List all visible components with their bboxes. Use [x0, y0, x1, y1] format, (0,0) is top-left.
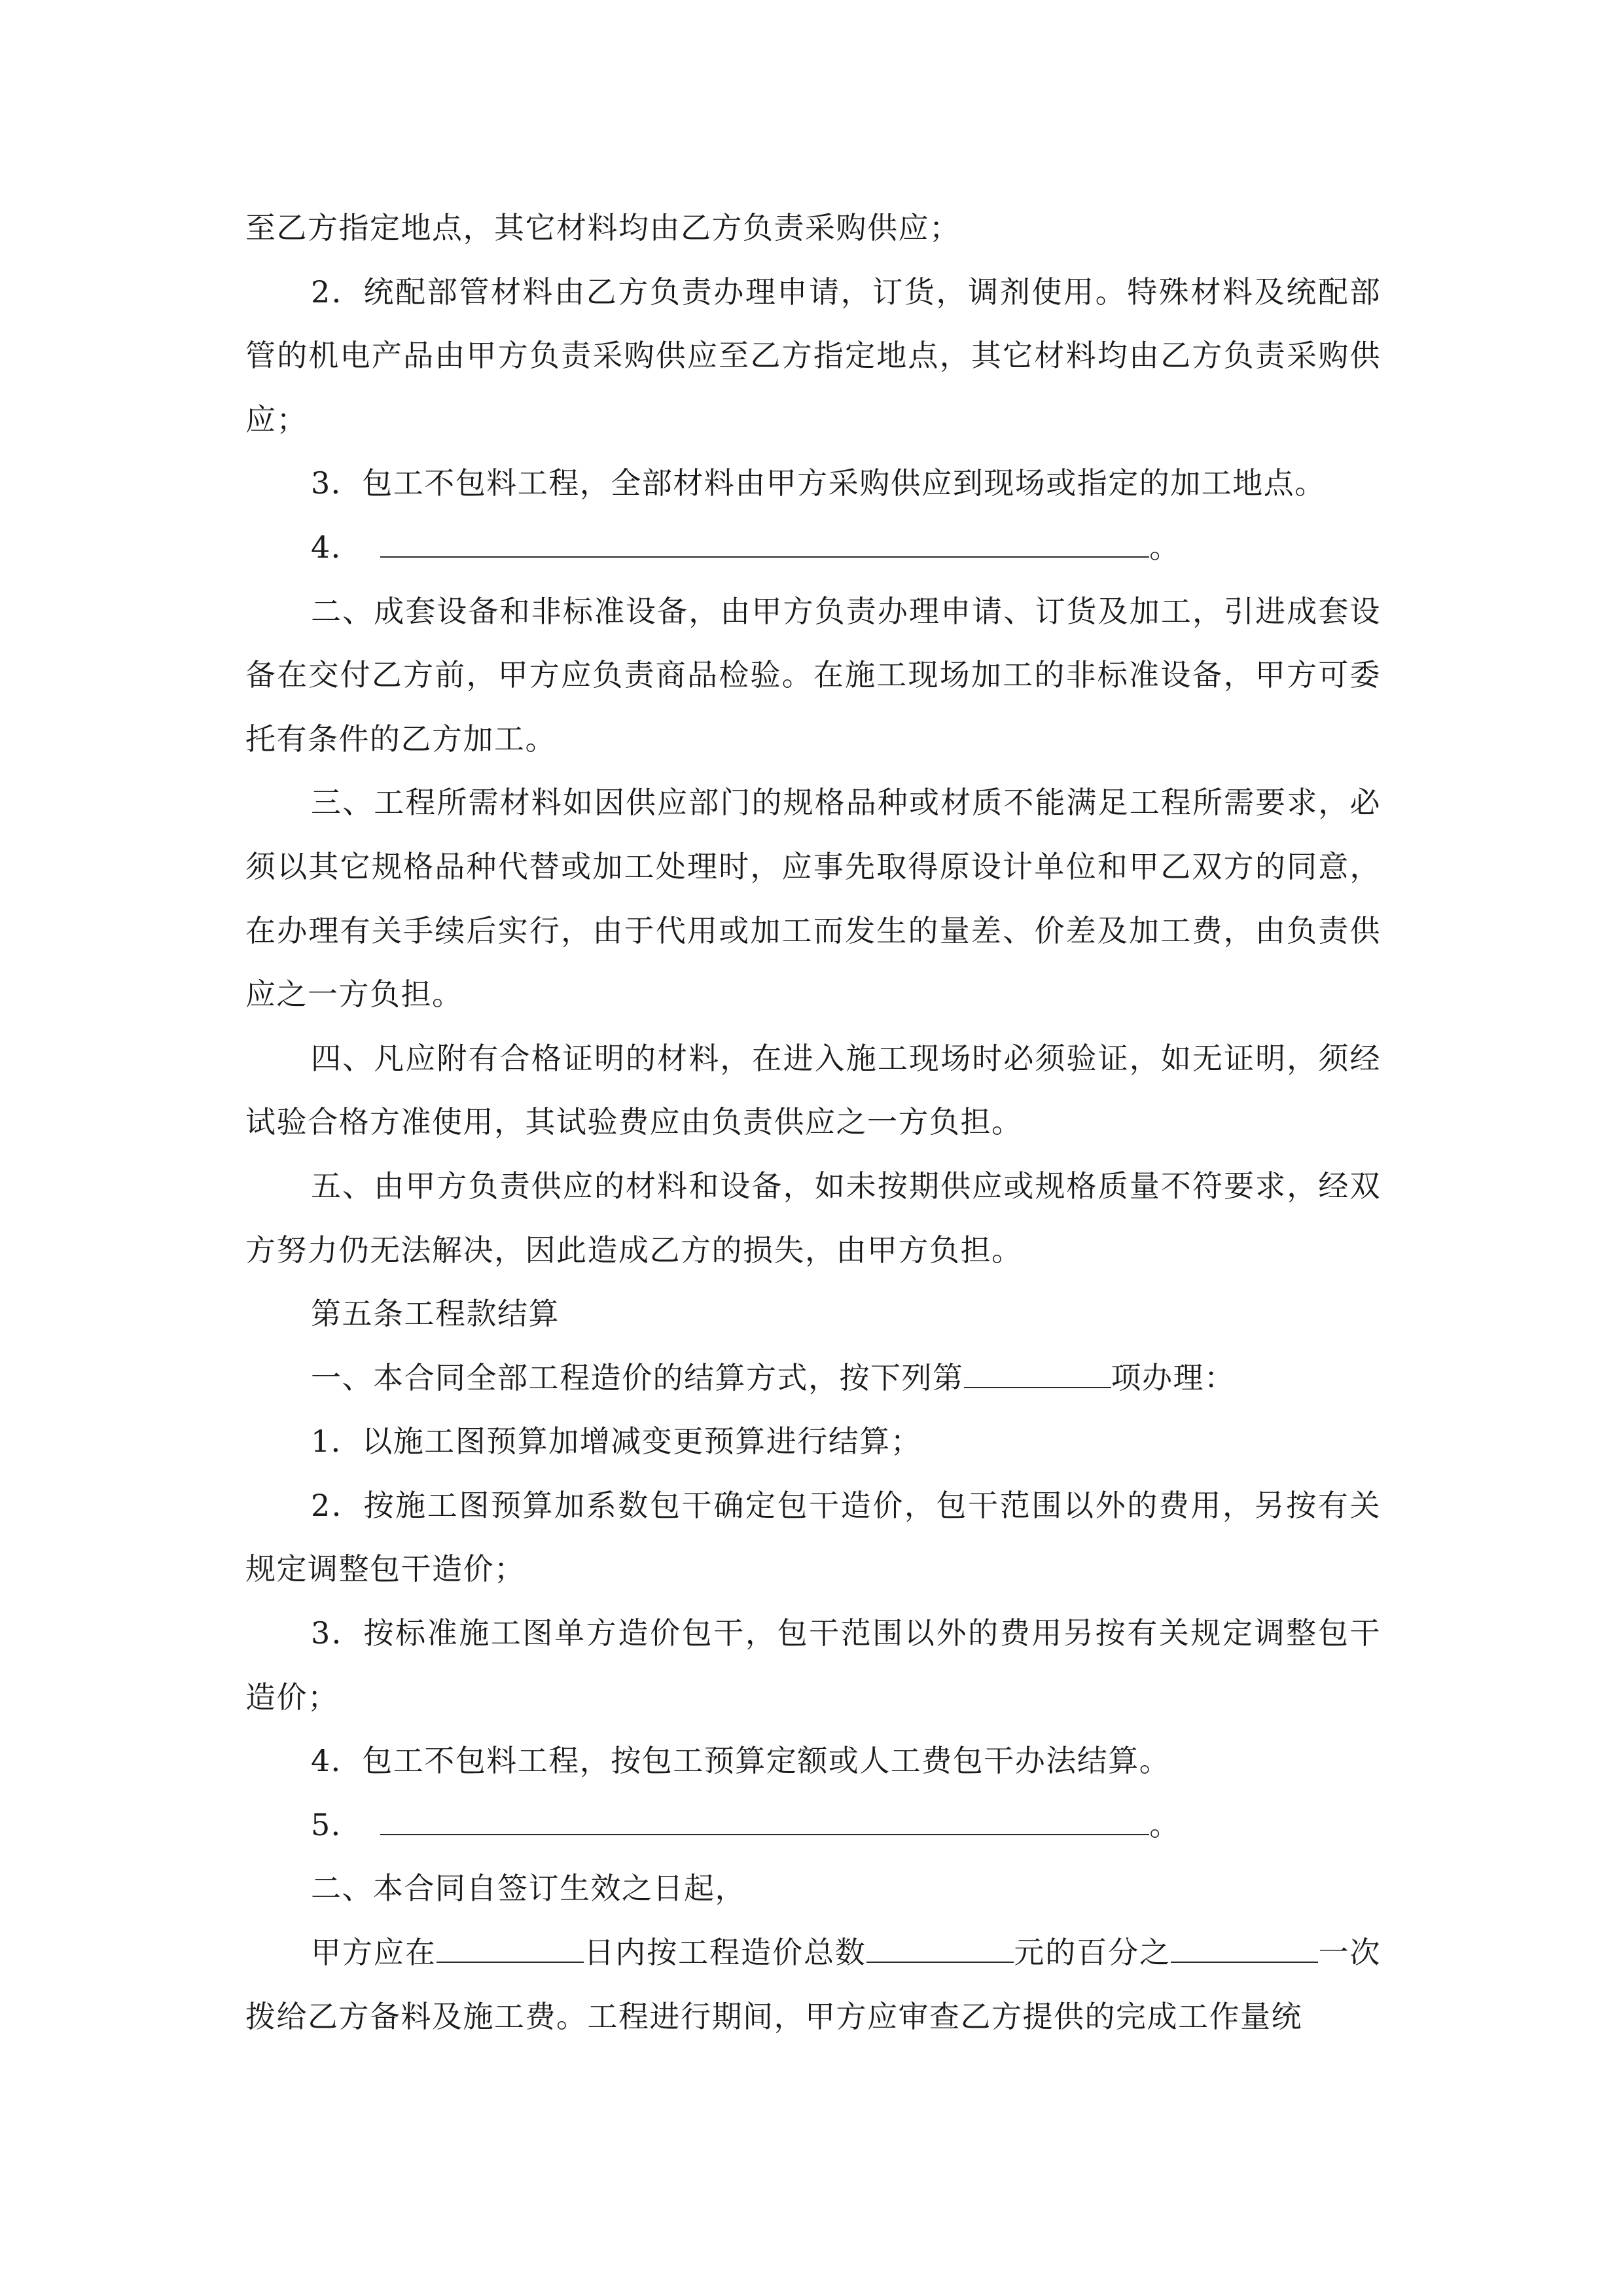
- advance-days-fill-in-line: [437, 1922, 584, 1963]
- advance-percent-fill-in-line: [1171, 1922, 1318, 1963]
- paragraph-material-supply-continued: 至乙方指定地点，其它材料均由乙方负责采购供应；: [245, 210, 961, 245]
- paragraph-settlement-item-1: 1．以施工图预算加增减变更预算进行结算；: [311, 1424, 922, 1460]
- item-5-fill-in-line: [380, 1795, 1149, 1835]
- settlement-text-after: 项办理：: [1111, 1359, 1236, 1395]
- paragraph-settlement-item-3: 3．按标准施工图单方造价包干，包干范围以外的费用另按有关规定调整包干造价；: [245, 1615, 1381, 1715]
- item-4-fill-in-line: [380, 517, 1149, 558]
- paragraph-item-3-labor-only: 3．包工不包料工程，全部材料由甲方采购供应到现场或指定的加工地点。: [311, 465, 1326, 501]
- settlement-item-fill-in-line: [964, 1348, 1111, 1388]
- contract-body: [245, 196, 1381, 2049]
- paragraph-settlement-item-2: 2．按施工图预算加系数包干确定包干造价，包干范围以外的费用，另按有关规定调整包干造价；: [245, 1487, 1381, 1587]
- advance-text-1: 甲方应在: [311, 1935, 437, 1971]
- paragraph-certification: 四、凡应附有合格证明的材料，在进入施工现场时必须验证，如无证明，须经试验合格方准使用，其试验费应由负责供应之一方负担。: [245, 1040, 1381, 1140]
- settlement-text-before: 一、本合同全部工程造价的结算方式，按下列第: [311, 1359, 964, 1395]
- item-5-end: 。: [1149, 1806, 1181, 1842]
- advance-text-4: 一次拨给乙方备料及施工费。工程进行期间，甲方应审查乙方提供的完成工作量统: [245, 1935, 1382, 2034]
- advance-text-2: 日内按工程造价总数: [583, 1935, 866, 1971]
- paragraph-settlement-method: [245, 1346, 1381, 1410]
- paragraph-advance-payment: [245, 1921, 1381, 2049]
- paragraph-effective-date: 二、本合同自签订生效之日起，: [311, 1871, 746, 1907]
- advance-total-fill-in-line: [866, 1922, 1014, 1963]
- item-4-number: 4．: [311, 529, 363, 565]
- paragraph-material-substitution: 三、工程所需材料如因供应部门的规格品种或材质不能满足工程所需要求，必须以其它规格品种代替或加工处理时，应事先取得原设计单位和甲乙双方的同意，在办理有关手续后实行，由于代用或加工而发生的量差、价差及加工费，由负责供应之一方负担。: [245, 785, 1381, 1013]
- paragraph-settlement-item-4: 4．包工不包料工程，按包工预算定额或人工费包干办法结算。: [311, 1743, 1171, 1779]
- paragraph-complete-equipment: 二、成套设备和非标准设备，由甲方负责办理申请、订货及加工，引进成套设备在交付乙方前，甲方应负责商品检验。在施工现场加工的非标准设备，甲方可委托有条件的乙方加工。: [245, 593, 1381, 757]
- item-5-number: 5．: [311, 1806, 363, 1842]
- advance-text-3: 元的百分之: [1013, 1935, 1171, 1971]
- paragraph-item-2-ministry-materials: 2．统配部管材料由乙方负责办理申请，订货，调剂使用。特殊材料及统配部管的机电产品由甲方负责采购供应至乙方指定地点，其它材料均由乙方负责采购供应；: [245, 274, 1381, 437]
- paragraph-settlement-item-5-blank: [245, 1793, 1381, 1857]
- article-5-heading: 第五条工程款结算: [311, 1296, 560, 1332]
- item-4-end: 。: [1149, 529, 1181, 565]
- paragraph-party-a-supply-losses: 五、由甲方负责供应的材料和设备，如未按期供应或规格质量不符要求，经双方努力仍无法解决，因此造成乙方的损失，由甲方负担。: [245, 1168, 1381, 1268]
- paragraph-item-4-blank: [245, 516, 1381, 580]
